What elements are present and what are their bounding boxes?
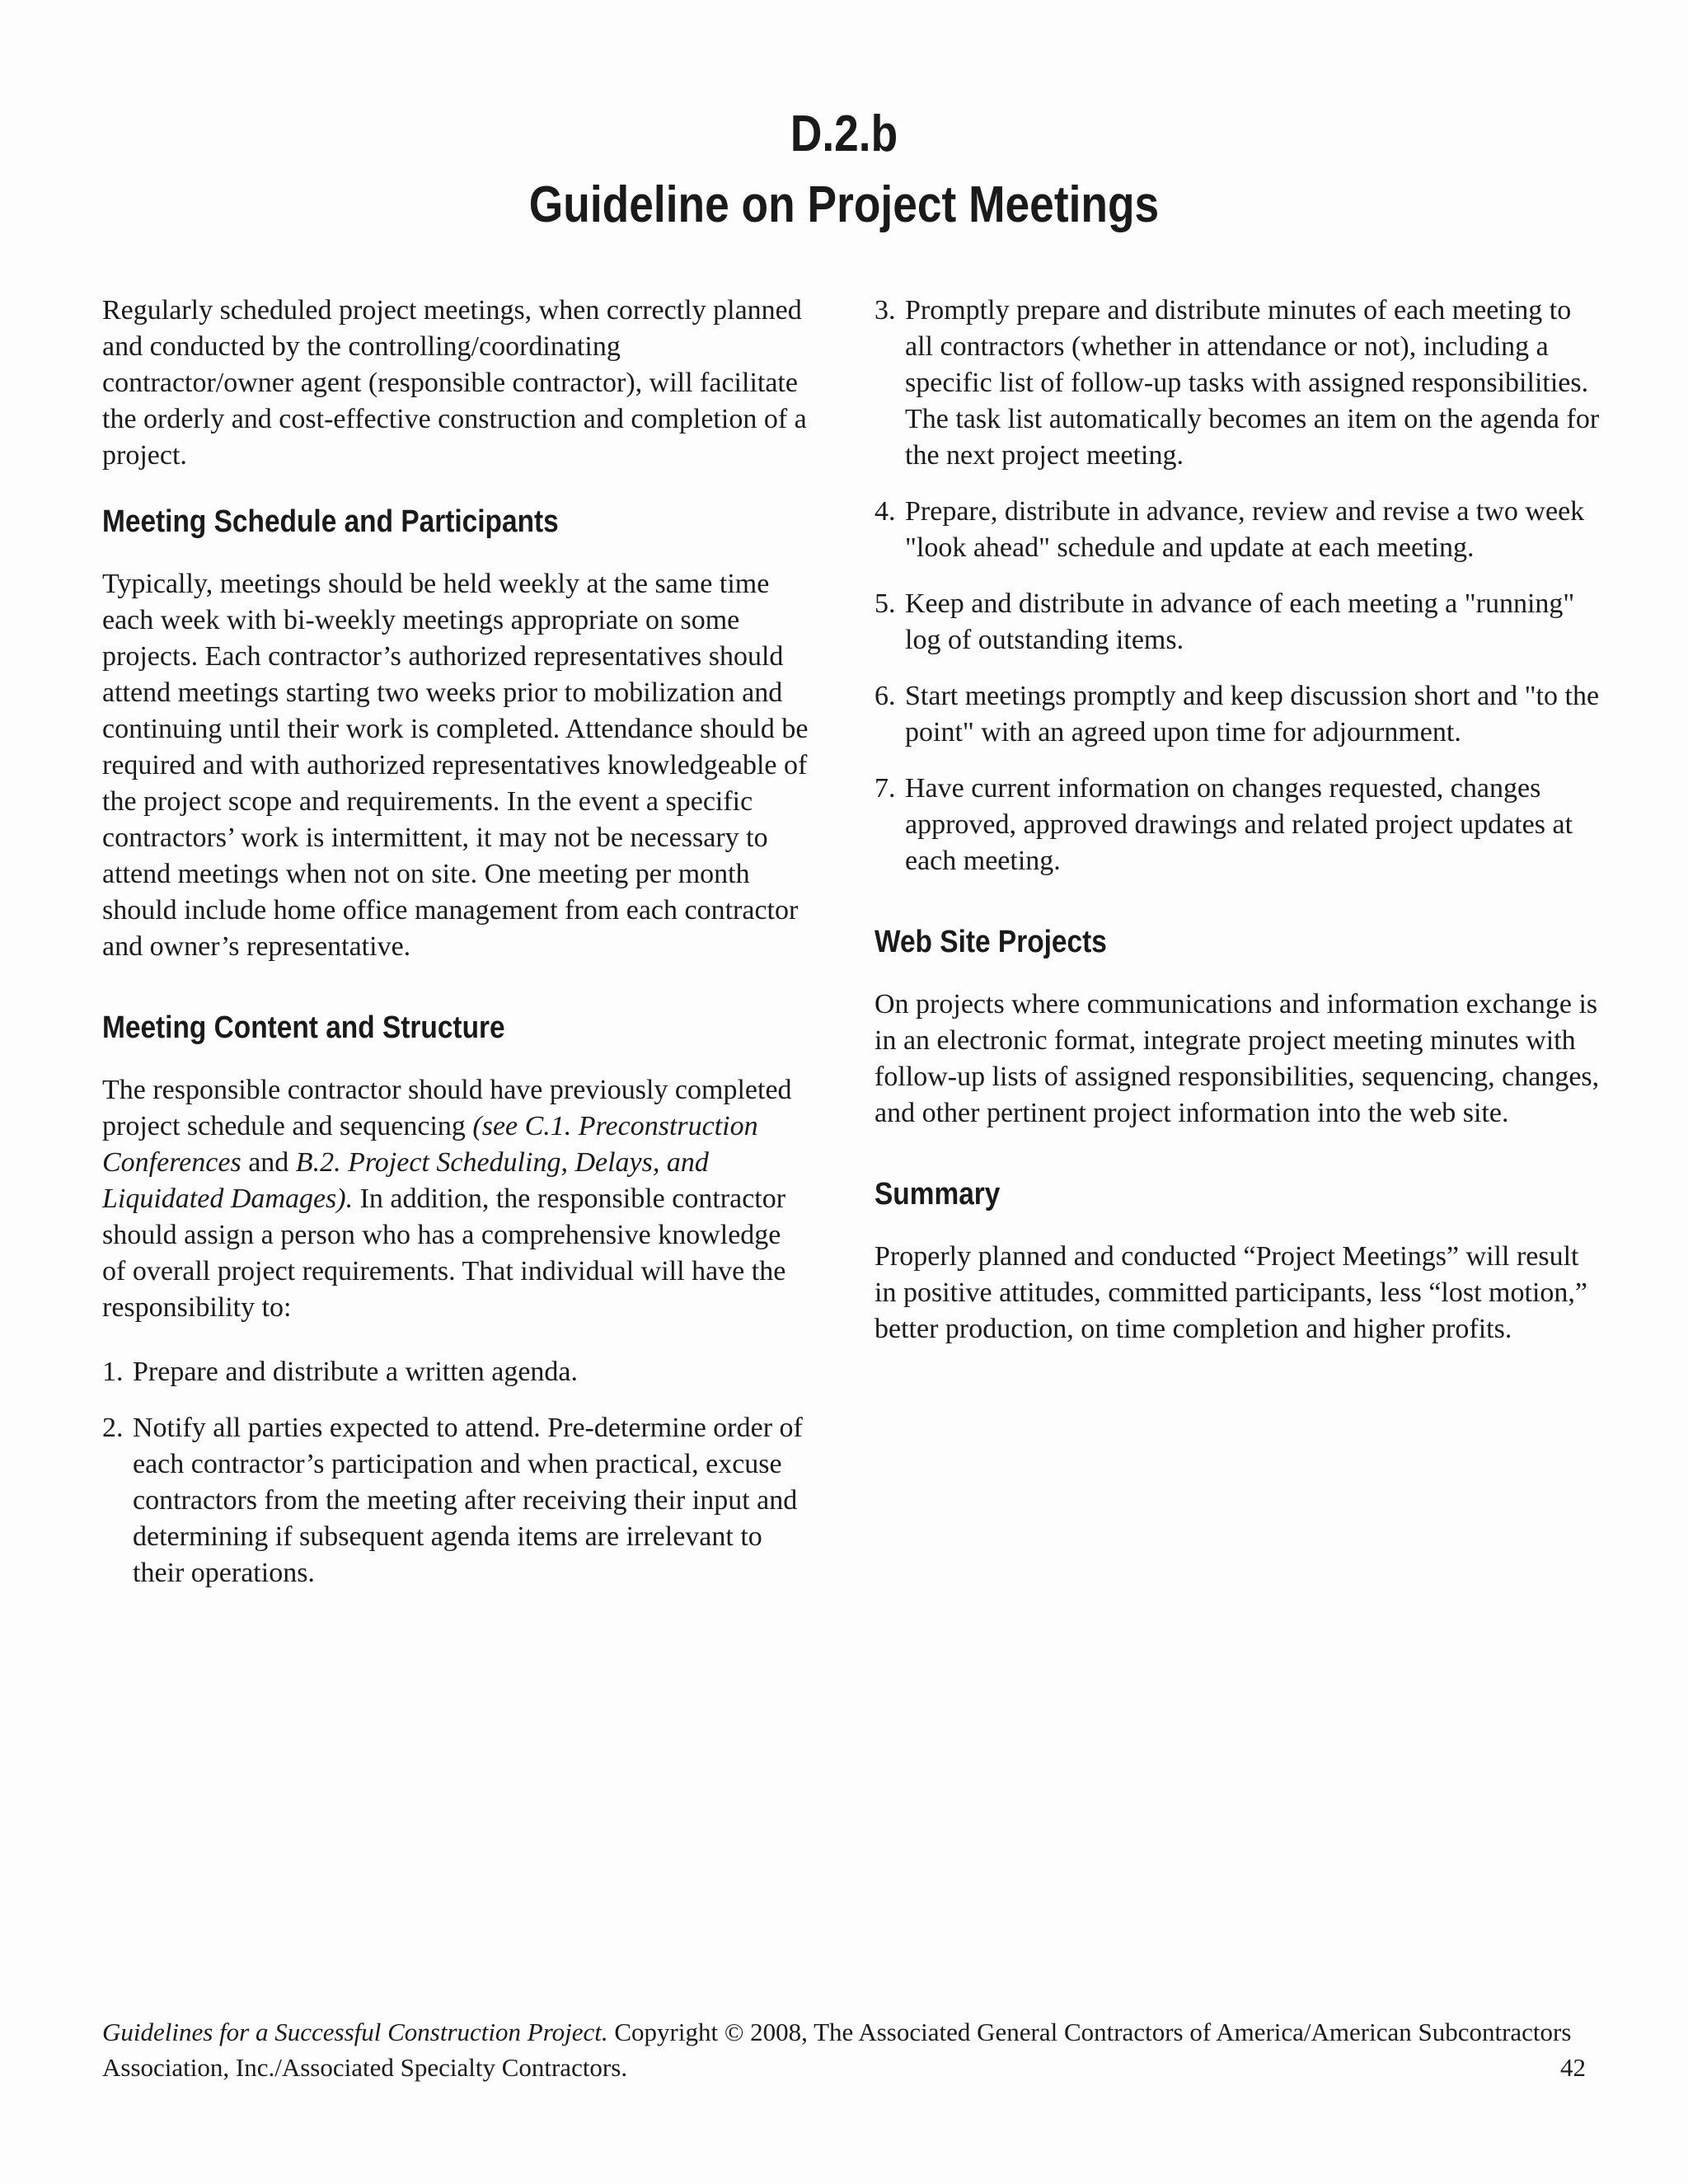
list-item-number: 1. bbox=[102, 1357, 124, 1387]
right-column bbox=[874, 293, 1600, 1376]
list-item-number: 5. bbox=[874, 588, 896, 619]
list-item-text: Promptly prepare and distribute minutes of each meeting to all contractors (whether in attendance or not), including a specific list of follow-up tasks with assigned responsibilities. The task list automatically becomes an item on the agenda for the next project meeting. bbox=[905, 295, 1600, 471]
content-text-1: The responsible contractor should have previously completed project schedule and sequencing bbox=[102, 1075, 792, 1141]
section-title: Guideline on Project Meetings bbox=[528, 176, 1160, 233]
list-item bbox=[102, 1410, 811, 1591]
footer-book-title: Guidelines for a Successful Construction Project. bbox=[102, 2018, 608, 2046]
list-item-number: 2. bbox=[102, 1413, 124, 1443]
schedule-paragraph: Typically, meetings should be held weekly at the same time each week with bi-weekly meetings appropriate on some projects. Each contractor’s authorized representatives should attend meetings starting two weeks prior to mobilization and continuing until their work is completed. Attendance should be required and with authorized representatives knowledgeable of the project scope and requirements. In the event a specific contractors’ work is intermittent, it may not be necessary to attend meetings when not on site. One meeting per month should include home office management from each contractor and owner’s representative. bbox=[102, 569, 809, 962]
list-item-text: Notify all parties expected to attend. Pre-determine order of each contractor’s participation and when practical, excuse contractors from the meeting after receiving their input and determining if subsequent agenda items are irrelevant to their operations. bbox=[133, 1413, 803, 1588]
website-paragraph: On projects where communications and information exchange is in an electronic format, integrate project meeting minutes with follow-up lists of assigned responsibilities, sequencing, changes, and other pertinent project information into the web site. bbox=[874, 989, 1600, 1128]
list-item bbox=[874, 586, 1600, 658]
task-list-part-1 bbox=[102, 1354, 811, 1591]
left-column bbox=[102, 293, 811, 1611]
list-item-number: 6. bbox=[874, 681, 896, 711]
page-title bbox=[118, 99, 1569, 241]
list-item-number: 7. bbox=[874, 773, 896, 804]
summary-paragraph: Properly planned and conducted “Project Meetings” will result in positive attitudes, committed participants, less “lost motion,” better production, on time completion and higher profits. bbox=[874, 1241, 1587, 1344]
list-item-text: Have current information on changes requested, changes approved, approved drawings and related project updates at each meeting. bbox=[905, 773, 1573, 876]
content-text-2: In addition, the responsible contractor should assign a person who has a comprehensive knowledge of overall project requirements. That individual will have the responsibility to: bbox=[102, 1183, 786, 1323]
list-item-text: Prepare and distribute a written agenda. bbox=[133, 1357, 579, 1387]
footer-copyright-text: Copyright © 2008, The Associated General Contractors of America/American Subcontractors Association, Inc./Associated Specialty Contractors. bbox=[102, 2018, 1572, 2082]
heading-summary: Summary bbox=[874, 1177, 1001, 1212]
list-item bbox=[874, 494, 1600, 566]
heading-meeting-schedule: Meeting Schedule and Participants bbox=[102, 504, 559, 539]
list-item-number: 4. bbox=[874, 496, 896, 527]
list-item-text: Start meetings promptly and keep discussion short and "to the point" with an agreed upon time for adjournment. bbox=[905, 681, 1600, 748]
content-and: and bbox=[241, 1147, 296, 1178]
content-paragraph bbox=[102, 1072, 811, 1326]
page-number: 42 bbox=[1560, 2053, 1586, 2082]
content-ref-1: (see C.1. Preconstruction Conferences bbox=[102, 1111, 758, 1178]
intro-paragraph: Regularly scheduled project meetings, when correctly planned and conducted by the controlling/coordinating contractor/owner agent (responsible contractor), will facilitate the orderly and cost-effective construction and completion of a project. bbox=[102, 295, 807, 471]
task-list-part-2 bbox=[874, 293, 1600, 879]
list-item-text: Prepare, distribute in advance, review and revise a two week "look ahead" schedule and update at each meeting. bbox=[905, 496, 1585, 563]
heading-meeting-content: Meeting Content and Structure bbox=[102, 1010, 505, 1045]
list-item bbox=[874, 771, 1600, 879]
list-item bbox=[874, 293, 1600, 474]
list-item-number: 3. bbox=[874, 295, 896, 326]
list-item-text: Keep and distribute in advance of each meeting a "running" log of outstanding items. bbox=[905, 588, 1575, 655]
list-item bbox=[874, 678, 1600, 751]
section-code: D.2.b bbox=[790, 105, 898, 162]
content-ref-2: B.2. Project Scheduling, Delays, and Liquidated Damages). bbox=[102, 1147, 709, 1214]
list-item bbox=[102, 1354, 811, 1390]
footer-copyright bbox=[102, 2014, 1586, 2085]
heading-web-site-projects: Web Site Projects bbox=[874, 925, 1107, 959]
